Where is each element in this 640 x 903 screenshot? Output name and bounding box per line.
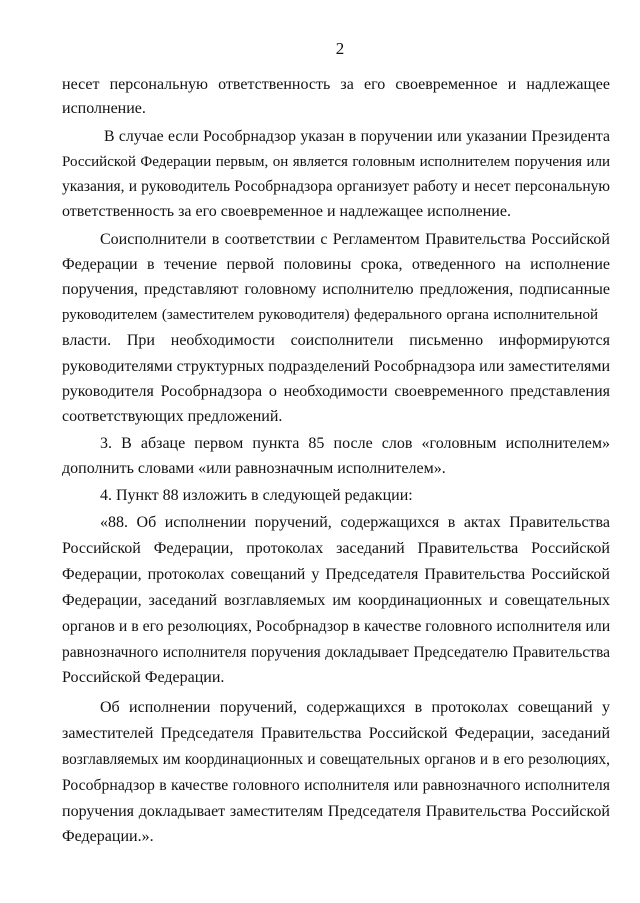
text-line: заместителей Председателя Правительства Российской Федерации, заседаний (62, 725, 610, 742)
text-line: Федерации, протоколах совещаний у Председателя Правительства Российской (62, 566, 610, 583)
text-line: органов и в его резолюциях, Рособрнадзор в качестве головного исполнителя или (62, 618, 611, 635)
text-line: дополнить словами «или равнозначным исполнителем». (62, 460, 446, 477)
text-line: соответствующих предложений. (62, 408, 283, 425)
text-line: Федерации, заседаний возглавляемых им координационных и совещательных (62, 592, 610, 609)
text-line: ответственность за его своевременное и надлежащее исполнение. (62, 203, 511, 220)
text-line: исполнение. (62, 100, 146, 117)
text-line: указания, и руководитель Рособрнадзора организует работу и несет персональную (62, 178, 610, 195)
text-line: Федерации.». (62, 828, 154, 845)
text-line: Об исполнении поручений, содержащихся в протоколах совещаний у (100, 699, 610, 716)
text-line: поручения докладывает заместителям Председателя Правительства Российской (62, 803, 610, 820)
text-line: руководителя Рособрнадзора о необходимости своевременного представления (62, 383, 610, 400)
text-line: равнозначного исполнителя поручения докладывает Председателю Правительства (62, 644, 610, 661)
text-line: руководителями структурных подразделений Рособрнадзора или заместителями (62, 358, 611, 375)
text-line: Соисполнители в соответствии с Регламентом Правительства Российской (100, 231, 610, 248)
text-line: «88. Об исполнении поручений, содержащихся в актах Правительства (100, 514, 610, 531)
text-line: власти. При необходимости соисполнители письменно информируются (62, 332, 610, 349)
page-number: 2 (335, 39, 345, 58)
text-line: Рособрнадзор в качестве головного исполнителя или равнозначного исполнителя (62, 777, 610, 794)
text-line: руководителем (заместителем руководителя) федерального органа исполнительной (62, 307, 598, 323)
text-line: Российской Федерации первым, он является головным исполнителем поручения или (62, 154, 610, 170)
text-line: несет персональную ответственность за его своевременное и надлежащее (62, 76, 610, 93)
text-line: В случае если Рособрнадзор указан в поручении или указании Президента (104, 128, 610, 145)
text-line: поручения, представляют головному исполнителю предложения, подписанные (62, 281, 610, 298)
text-line: возглавляемых им координационных и совещательных органов и в его резолюциях, (62, 751, 610, 768)
text-line: 3. В абзаце первом пункта 85 после слов «головным исполнителем» (100, 435, 610, 452)
text-line: Федерации в течение первой половины срока, отведенного на исполнение (62, 256, 610, 273)
text-line: Российской Федерации. (62, 669, 225, 686)
text-line: 4. Пункт 88 изложить в следующей редакции: (100, 487, 413, 504)
text-line: Российской Федерации, протоколах заседаний Правительства Российской (62, 540, 610, 557)
